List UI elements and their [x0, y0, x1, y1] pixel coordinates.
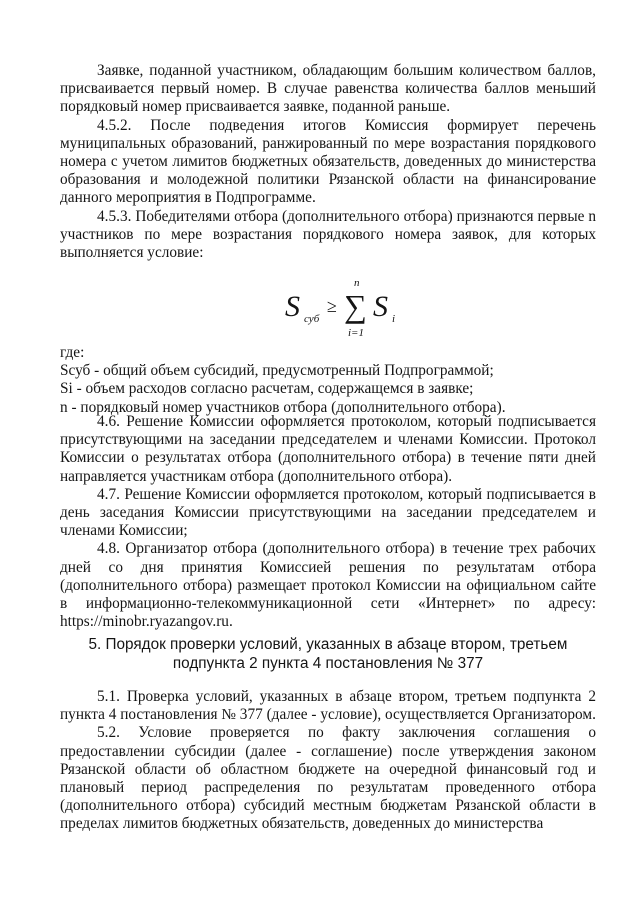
definitions-where: где: — [60, 344, 85, 361]
paragraph-4-8: 4.8. Организатор отбора (дополнительного отбора) в течение трех рабочих дней со дня принятия Комиссией решения по результатам отбора (дополнительного отбора) размещает протокол Комиссии на официальном сайте в информационно-телекоммуникационной сети «Интернет» по адресу: https://minobr.ryazangov.ru. — [60, 540, 596, 631]
formula-rhs-subscript: i — [392, 313, 396, 325]
text-block-mid — [60, 413, 596, 631]
formula-sigma: ∑ — [344, 288, 367, 324]
paragraph-4-5-2: 4.5.2. После подведения итогов Комиссия формирует перечень муниципальных образований, ранжированный по мере возрастания порядкового номера с учетом лимитов бюджетных обязательств, доведенных до министерства образования и молодежной политики Рязанской области на финансирование данного мероприятия в Подпрограмме. — [60, 116, 596, 207]
section-heading-line2: подпункта 2 пункта 4 постановления № 377 — [172, 654, 484, 672]
subsidy-formula — [283, 274, 403, 344]
definition-n: n - порядковый номер участников отбора (дополнительного отбора). — [60, 398, 506, 416]
paragraph-4-5-3: 4.5.3. Победителями отбора (дополнительного отбора) признаются первые n участников по мере возрастания порядкового номера заявок, для которых выполняется условие: — [60, 207, 596, 262]
section-5-heading — [60, 636, 596, 673]
formula-sum-upper: n — [354, 277, 360, 289]
paragraph-5-2: 5.2. Условие проверяется по факту заключения соглашения о предоставлении субсидии (далее - соглашение) после утверждения законом Рязанской области об областном бюджете на очередной финансовый год и плановый период распределения по результатам проведенного отбора (дополнительного отбора) субсидий местным бюджетам Рязанской области в пределах лимитов бюджетных обязательств, доведенных до министерства — [60, 724, 596, 833]
paragraph-ranking-rule: Заявке, поданной участником, обладающим большим количеством баллов, присваивается первый номер. В случае равенства количества баллов меньший порядковый номер присваивается заявке, поданной раньше. — [60, 62, 596, 116]
definition-s-sub: Sсуб - общий объем субсидий, предусмотренный Подпрограммой; — [60, 362, 494, 380]
paragraph-5-1: 5.1. Проверка условий, указанных в абзаце втором, третьем подпункта 2 пункта 4 постановления № 377 (далее - условие), осуществляется Организатором. — [60, 688, 596, 724]
formula-lhs-subscript: суб — [304, 313, 320, 325]
paragraph-4-7: 4.7. Решение Комиссии оформляется протоколом, который подписывается в день заседания Комиссии присутствующими на заседании председателем и членами Комиссии; — [60, 485, 596, 540]
section-heading-line1: 5. Порядок проверки условий, указанных в абзаце втором, третьем — [88, 636, 568, 653]
definitions-block — [60, 344, 596, 417]
formula-sum-lower: i=1 — [348, 327, 364, 339]
formula-lhs: S — [285, 290, 300, 323]
formula-rhs: S — [373, 290, 388, 323]
definition-s-i: Si - объем расходов согласно расчетам, содержащемся в заявке; — [60, 380, 474, 398]
text-block-top — [60, 62, 596, 262]
formula-relation: ≥ — [327, 296, 337, 316]
text-block-bottom — [60, 688, 596, 834]
paragraph-4-6: 4.6. Решение Комиссии оформляется протоколом, который подписывается присутствующими на заседании председателем и членами Комиссии. Протокол Комиссии о результатах отбора (дополнительного отбора) в течение пяти дней направляется участникам отбора (дополнительного отбора). — [60, 413, 596, 485]
